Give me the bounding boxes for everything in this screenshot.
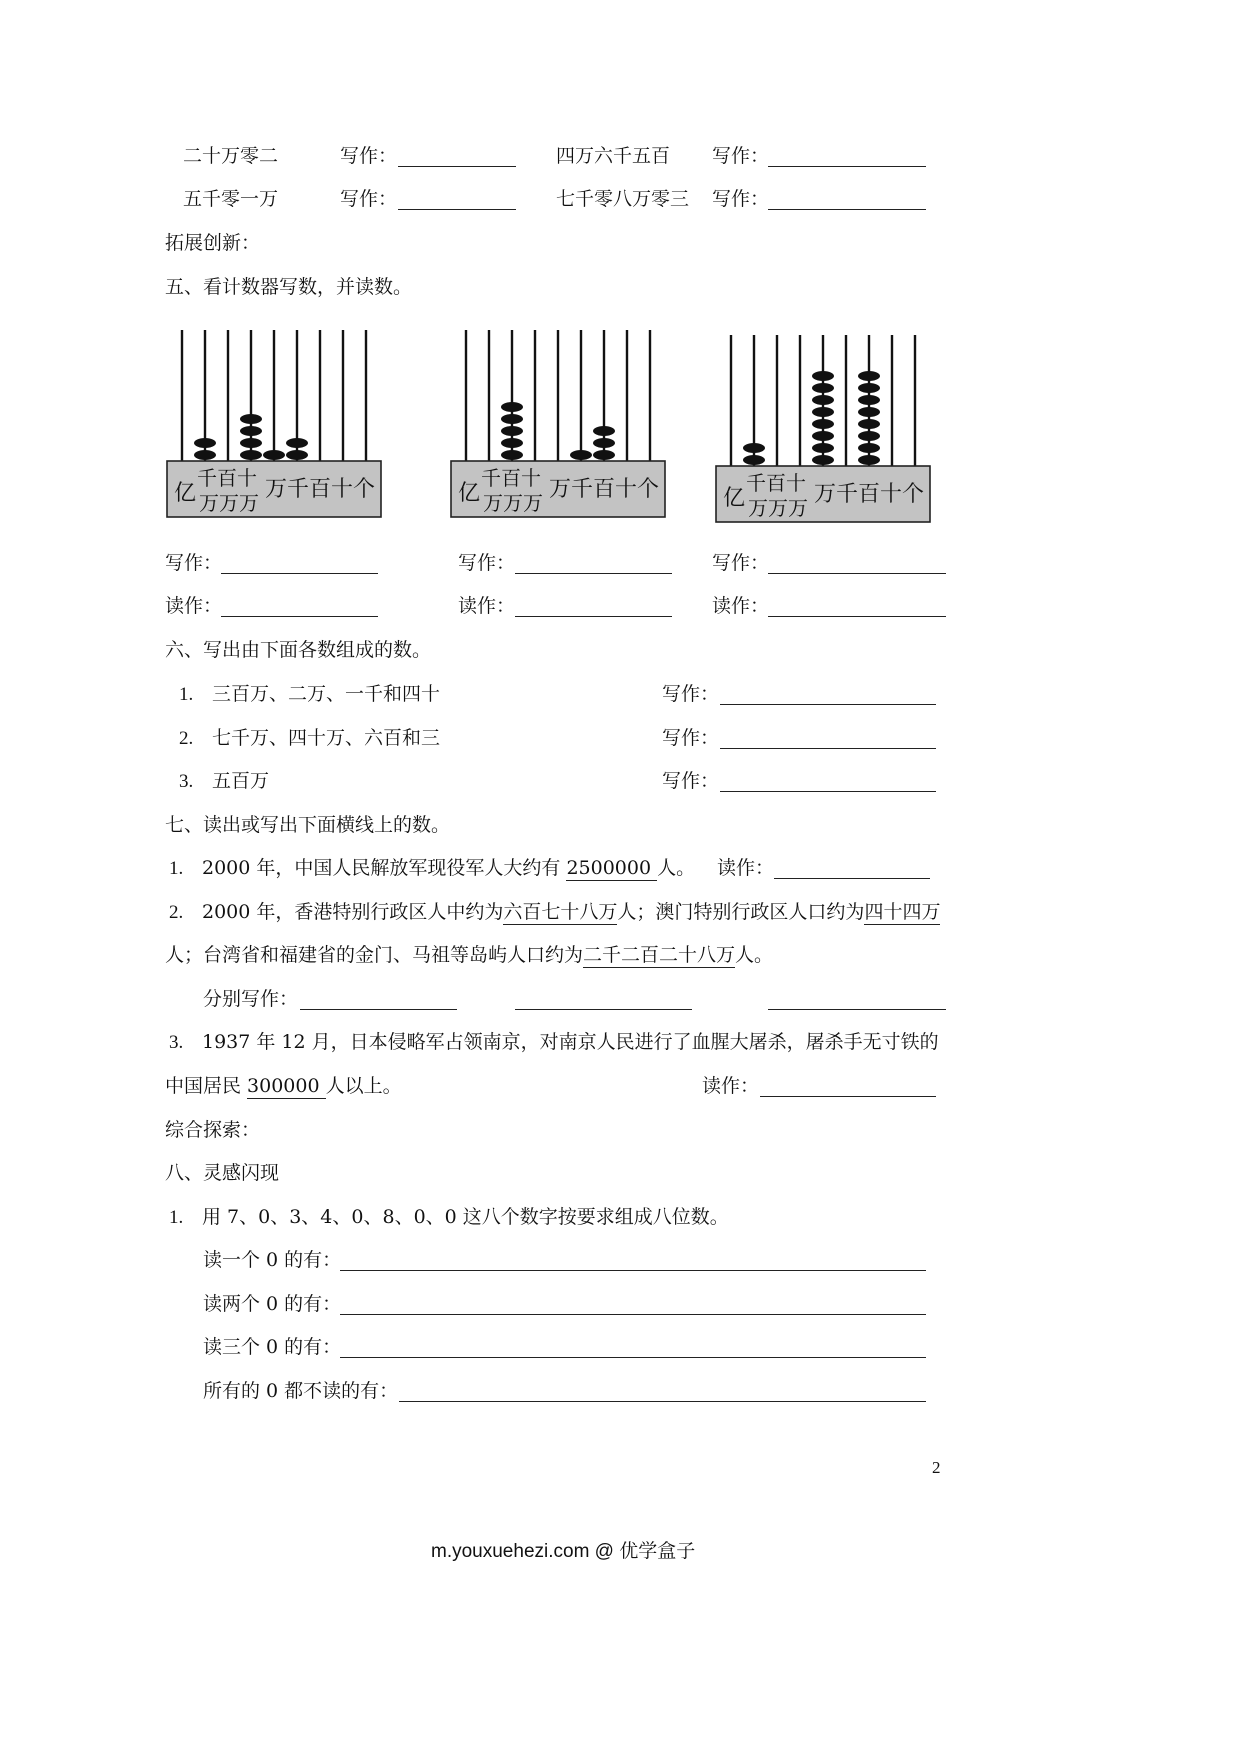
abacus-bead	[858, 419, 880, 429]
s6-item3-num: 3.	[179, 771, 194, 792]
abacus-bead	[812, 407, 834, 417]
abacus-bead	[501, 402, 523, 412]
s6-item2-num: 2.	[179, 728, 194, 749]
ab3-write: 写作：	[712, 552, 770, 574]
abacus-label-yi: 亿	[723, 486, 746, 511]
s6-item1-num: 1.	[179, 684, 194, 705]
heading-expand: 拓展创新：	[165, 232, 261, 254]
abacus-bead	[286, 450, 308, 460]
s7-item3-l2-pre: 中国居民	[165, 1075, 248, 1097]
ab3-write-blank[interactable]	[768, 573, 946, 574]
s7-item2-l1-mid: 人；澳门特别行政区人口约为	[617, 901, 865, 923]
abacus-bead	[858, 443, 880, 453]
s8-item1-num: 1.	[169, 1207, 184, 1228]
s4-r1-write2: 写作：	[712, 145, 770, 167]
section6-title: 六、写出由下面各数组成的数。	[165, 639, 432, 661]
s6-item1-blank[interactable]	[720, 704, 936, 705]
abacus-label-rest: 万千百十个	[814, 482, 925, 507]
abacus-bead	[812, 443, 834, 453]
abacus-label-top: 千百十	[197, 466, 257, 490]
abacus-bead	[812, 371, 834, 381]
abacus-bead	[812, 419, 834, 429]
abacus-bead	[858, 395, 880, 405]
abacus-bead	[240, 414, 262, 424]
abacus-label-yi: 亿	[174, 481, 197, 506]
s7-item3-line2	[165, 1077, 402, 1096]
ab3-read-blank[interactable]	[768, 616, 946, 617]
s7-item2-blank1[interactable]	[300, 1009, 457, 1010]
abacus-bead	[593, 426, 615, 436]
s7-item3-num: 3.	[169, 1032, 184, 1053]
s4-r1-blank1[interactable]	[398, 166, 516, 167]
abacus-bead	[812, 383, 834, 393]
abacus-bead	[263, 450, 285, 460]
abacus-bead	[743, 455, 765, 465]
abacus-bead	[240, 450, 262, 460]
s7-item1-read: 读作：	[717, 857, 775, 879]
abacus-bead	[812, 431, 834, 441]
ab1-write: 写作：	[165, 552, 223, 574]
s7-item1-pre: 2000 年，中国人民解放军现役军人大约有	[202, 857, 567, 879]
abacus-label-top: 千百十	[746, 471, 806, 495]
footer-watermark: m.youxuehezi.com @ 优学盒子	[431, 1541, 696, 1562]
abacus-figure-1	[166, 328, 386, 523]
s7-item2-blank2[interactable]	[515, 1009, 692, 1010]
ab1-read-blank[interactable]	[221, 616, 378, 617]
s8-line1-label: 读一个 0 的有：	[203, 1249, 342, 1271]
abacus-bead	[194, 450, 216, 460]
abacus-bead	[858, 383, 880, 393]
s6-item1-text: 三百万、二万、一千和四十	[212, 683, 441, 705]
abacus-bead	[858, 455, 880, 465]
s7-item2-macau-number: 四十四万	[864, 901, 941, 923]
abacus-bead	[812, 455, 834, 465]
abacus-bead	[858, 431, 880, 441]
s7-item3-l2-post: 人以上。	[325, 1075, 402, 1097]
section5-title: 五、看计数器写数，并读数。	[165, 276, 413, 298]
ab3-read: 读作：	[712, 595, 770, 617]
s8-line4-blank[interactable]	[399, 1401, 926, 1402]
s6-item1-write: 写作：	[662, 683, 720, 705]
s8-line3-label: 读三个 0 的有：	[203, 1336, 342, 1358]
abacus-label-rest: 万千百十个	[549, 477, 660, 502]
s6-item2-blank[interactable]	[720, 748, 936, 749]
s7-item2-taiwan-number: 二千二百二十八万	[583, 944, 736, 966]
s7-item1-blank[interactable]	[774, 878, 930, 879]
abacus-bead	[501, 414, 523, 424]
s7-item3-number: 300000	[247, 1075, 326, 1097]
s7-item2-l2-post: 人。	[735, 944, 774, 966]
abacus-bead	[570, 450, 592, 460]
abacus-bead	[286, 438, 308, 448]
ab2-read-blank[interactable]	[515, 616, 672, 617]
abacus-label-bottom: 万万万	[199, 491, 259, 515]
abacus-bead	[501, 438, 523, 448]
abacus-bead	[858, 371, 880, 381]
section8-title: 八、灵感闪现	[165, 1162, 280, 1184]
ab2-read: 读作：	[458, 595, 516, 617]
s7-item3-line1: 1937 年 12 月，日本侵略军占领南京，对南京人民进行了血腥大屠杀，屠杀手无寸铁的	[202, 1031, 939, 1053]
ab1-write-blank[interactable]	[221, 573, 378, 574]
s7-item2-l1-pre: 2000 年，香港特别行政区人中约为	[202, 901, 504, 923]
s4-r2-left: 五千零一万	[183, 188, 279, 210]
abacus-figure-2	[450, 328, 670, 523]
abacus-label-bottom: 万万万	[483, 491, 543, 515]
abacus-bead	[743, 443, 765, 453]
s4-r2-write: 写作：	[340, 188, 398, 210]
abacus-bead	[593, 438, 615, 448]
s4-r1-write: 写作：	[340, 145, 398, 167]
abacus-bead	[240, 438, 262, 448]
abacus-label-bottom: 万万万	[748, 496, 808, 520]
s4-r2-right: 七千零八万零三	[556, 188, 690, 210]
s7-item1-underlined: 2500000	[566, 857, 658, 879]
s7-item2-num: 2.	[169, 902, 184, 923]
s7-item1-post: 人。	[657, 857, 696, 879]
s6-item2-write: 写作：	[662, 727, 720, 749]
abacus-bead	[501, 426, 523, 436]
s7-item2-hk-number: 六百七十八万	[503, 901, 618, 923]
abacus-bead	[194, 438, 216, 448]
s6-item3-blank[interactable]	[720, 791, 936, 792]
abacus-label-rest: 万千百十个	[265, 477, 376, 502]
s4-r1-left: 二十万零二	[183, 145, 279, 167]
abacus-bead	[240, 426, 262, 436]
ab1-read: 读作：	[165, 595, 223, 617]
abacus-bead	[501, 450, 523, 460]
s7-item3-blank[interactable]	[760, 1096, 936, 1097]
s8-line2-label: 读两个 0 的有：	[203, 1293, 342, 1315]
s7-item2-line2	[165, 946, 773, 965]
abacus-label-yi: 亿	[458, 481, 481, 506]
abacus-label-top: 千百十	[481, 466, 541, 490]
s7-item2-l2-pre: 人；台湾省和福建省的金门、马祖等岛屿人口约为	[165, 944, 584, 966]
s4-r2-blank2[interactable]	[768, 209, 926, 210]
s8-item1-text: 用 7、0、3、4、0、8、0、0 这八个数字按要求组成八位数。	[202, 1206, 729, 1228]
s6-item3-write: 写作：	[662, 770, 720, 792]
s8-line1-blank[interactable]	[340, 1270, 926, 1271]
abacus-bead	[812, 395, 834, 405]
s7-item2-write: 分别写作：	[203, 988, 299, 1010]
s4-r1-right: 四万六千五百	[556, 145, 671, 167]
s8-line2-blank[interactable]	[340, 1314, 926, 1315]
s7-item1-num: 1.	[169, 858, 184, 879]
s8-line4-label: 所有的 0 都不读的有：	[203, 1380, 399, 1402]
s7-item1-text	[202, 859, 695, 878]
s7-item2-blank3[interactable]	[768, 1009, 946, 1010]
s4-r2-write2: 写作：	[712, 188, 770, 210]
abacus-bead	[858, 407, 880, 417]
page-number: 2	[932, 1458, 941, 1477]
ab2-write: 写作：	[458, 552, 516, 574]
s4-r2-blank1[interactable]	[398, 209, 516, 210]
heading-explore: 综合探索：	[165, 1119, 261, 1141]
s7-item2-line1	[202, 903, 940, 922]
section7-title: 七、读出或写出下面横线上的数。	[165, 814, 451, 836]
s8-line3-blank[interactable]	[340, 1357, 926, 1358]
s7-item3-read: 读作：	[702, 1075, 760, 1097]
abacus-bead	[593, 450, 615, 460]
s6-item3-text: 五百万	[212, 770, 270, 792]
abacus-figure-3	[715, 333, 935, 528]
ab2-write-blank[interactable]	[515, 573, 672, 574]
s4-r1-blank2[interactable]	[768, 166, 926, 167]
s6-item2-text: 七千万、四十万、六百和三	[212, 727, 441, 749]
